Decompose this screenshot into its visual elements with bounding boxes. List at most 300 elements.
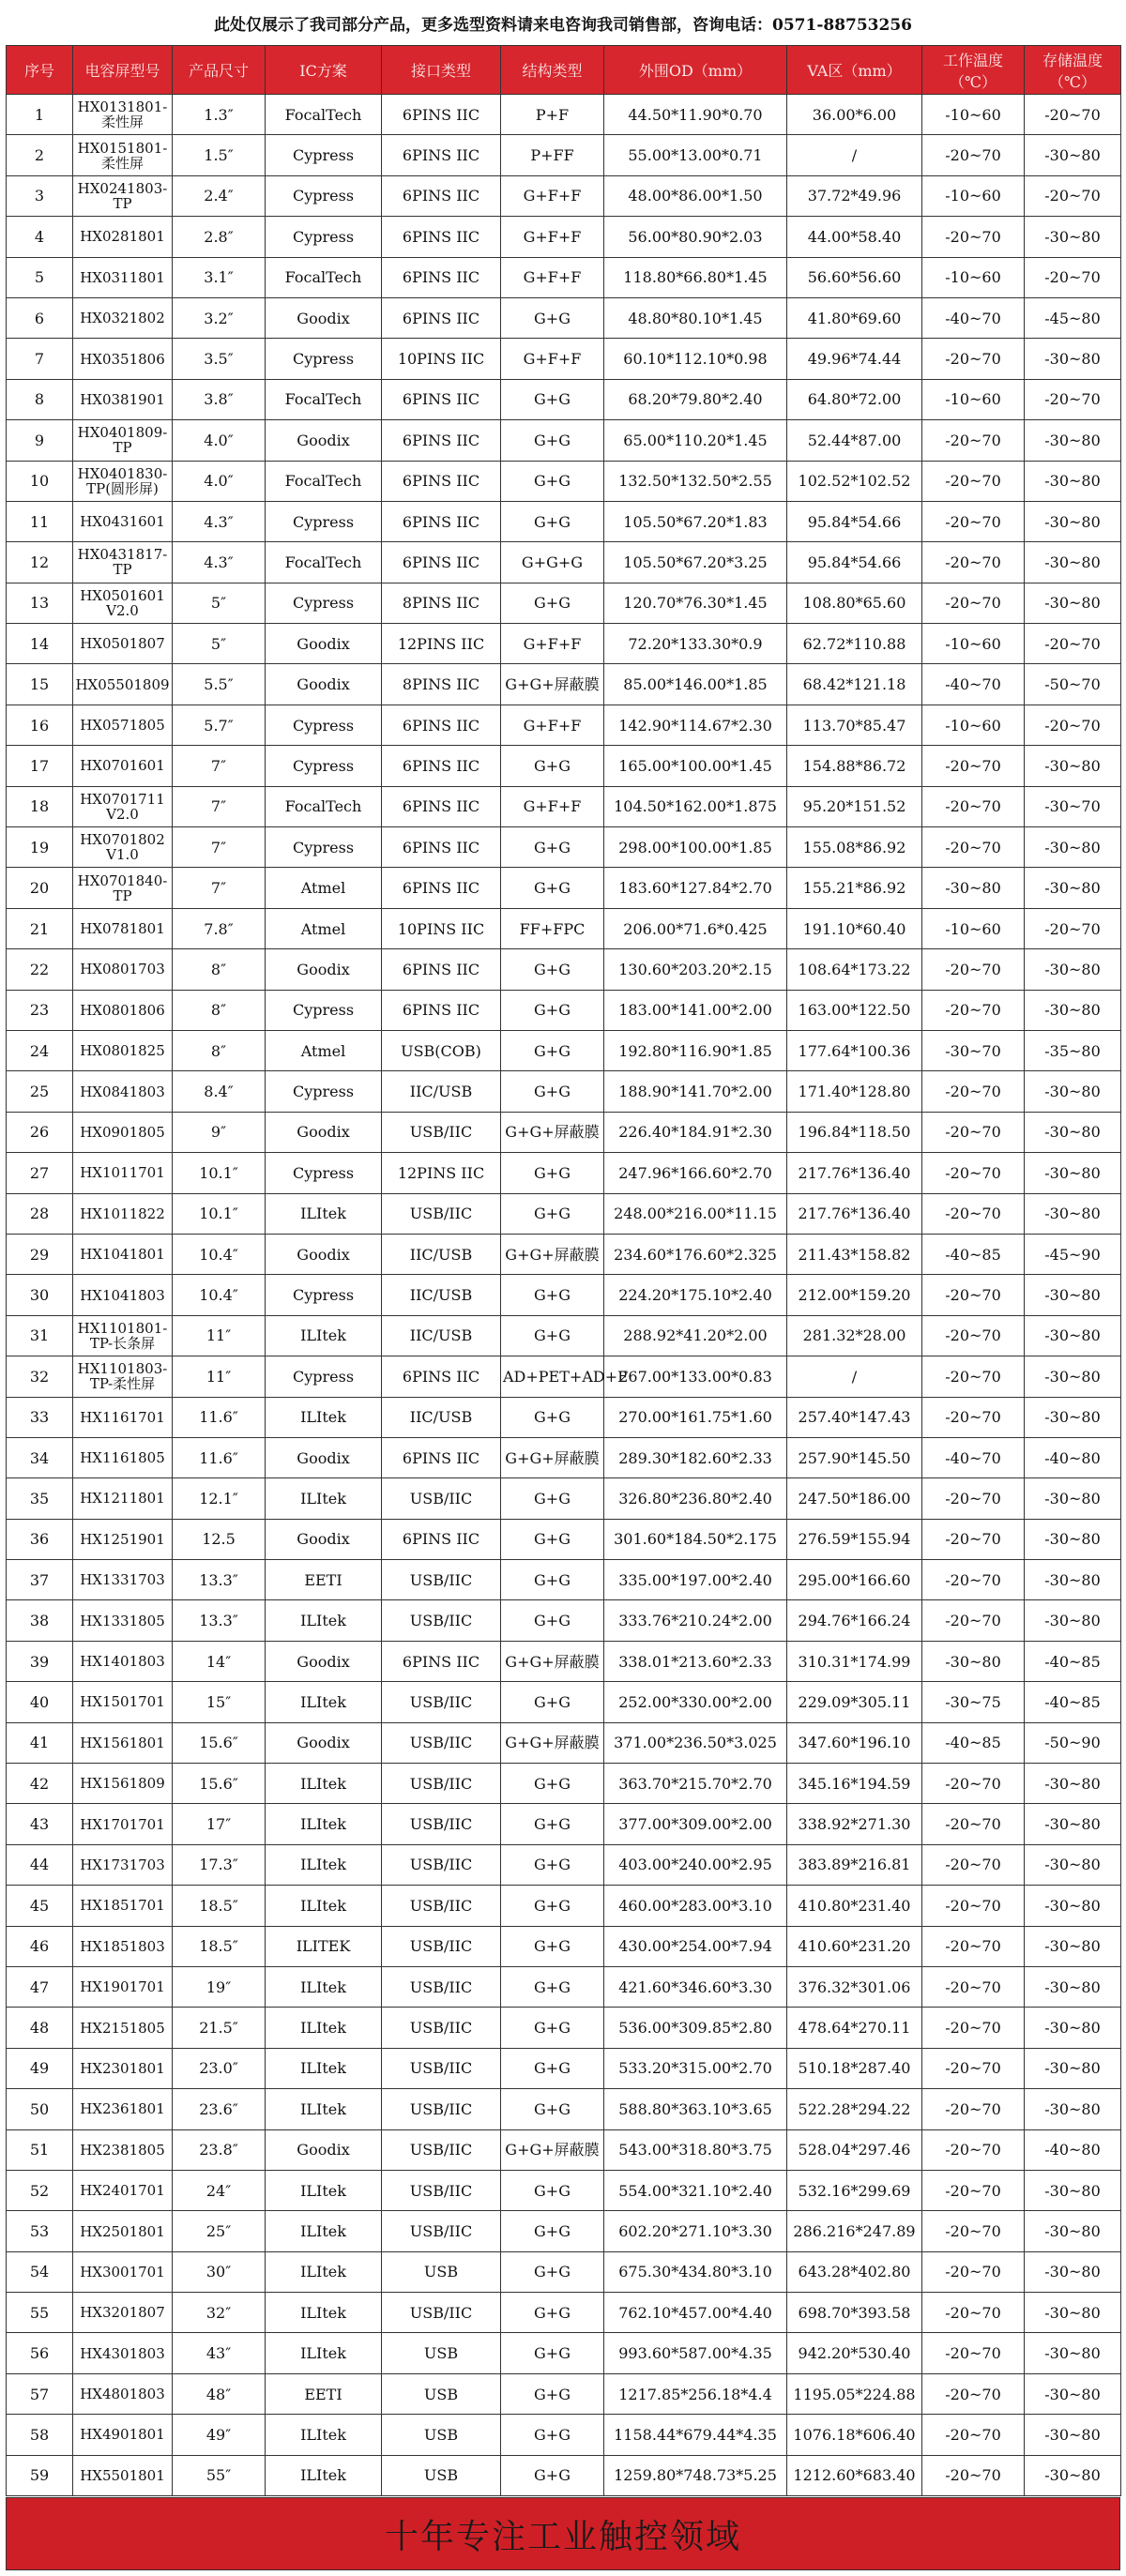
cell-index: 47 bbox=[7, 1966, 73, 2007]
cell-operating-temp: -20~70 bbox=[922, 1886, 1025, 1926]
cell-active-area: 410.80*231.40 bbox=[787, 1886, 922, 1926]
table-row bbox=[7, 1315, 1121, 1356]
cell-storage-temp: -30~80 bbox=[1025, 2293, 1121, 2333]
cell-index: 27 bbox=[7, 1153, 73, 1193]
cell-ic: ILItek bbox=[266, 1315, 382, 1356]
cell-structure: G+G bbox=[501, 827, 604, 868]
cell-model: HX4301803 bbox=[73, 2333, 173, 2373]
cell-size: 32″ bbox=[173, 2293, 266, 2333]
table-row bbox=[7, 1478, 1121, 1519]
table-row bbox=[7, 786, 1121, 826]
cell-interface: 6PINS IIC bbox=[382, 868, 501, 908]
cell-index: 36 bbox=[7, 1519, 73, 1559]
cell-model: HX2151805 bbox=[73, 2008, 173, 2048]
cell-index: 15 bbox=[7, 664, 73, 705]
cell-interface: 12PINS IIC bbox=[382, 1153, 501, 1193]
cell-ic: FocalTech bbox=[266, 95, 382, 135]
cell-outline-dimension: 247.96*166.60*2.70 bbox=[604, 1153, 787, 1193]
cell-structure: G+G+屏蔽膜 bbox=[501, 1437, 604, 1477]
cell-ic: Cypress bbox=[266, 1153, 382, 1193]
cell-size: 23.0″ bbox=[173, 2048, 266, 2088]
cell-structure: P+F bbox=[501, 95, 604, 135]
cell-structure: G+F+F bbox=[501, 217, 604, 257]
cell-outline-dimension: 183.00*141.00*2.00 bbox=[604, 990, 787, 1030]
header-index: 序号 bbox=[7, 46, 73, 95]
cell-storage-temp: -30~80 bbox=[1025, 1356, 1121, 1397]
table-header-row bbox=[7, 46, 1121, 95]
cell-interface: USB/IIC bbox=[382, 2048, 501, 2088]
cell-structure: G+G bbox=[501, 420, 604, 461]
cell-model: HX1901701 bbox=[73, 1966, 173, 2007]
cell-size: 4.3″ bbox=[173, 501, 266, 541]
cell-model: HX3001701 bbox=[73, 2251, 173, 2292]
cell-ic: Cypress bbox=[266, 990, 382, 1030]
cell-ic: Cypress bbox=[266, 705, 382, 745]
cell-interface: 10PINS IIC bbox=[382, 339, 501, 379]
cell-interface: 6PINS IIC bbox=[382, 175, 501, 216]
cell-size: 15.6″ bbox=[173, 1722, 266, 1763]
cell-size: 11″ bbox=[173, 1315, 266, 1356]
cell-active-area: 257.40*147.43 bbox=[787, 1397, 922, 1437]
cell-storage-temp: -30~80 bbox=[1025, 2455, 1121, 2495]
cell-index: 29 bbox=[7, 1234, 73, 1274]
table-row bbox=[7, 1764, 1121, 1804]
cell-ic: FocalTech bbox=[266, 461, 382, 501]
table-row bbox=[7, 257, 1121, 297]
cell-size: 11.6″ bbox=[173, 1397, 266, 1437]
cell-interface: USB/IIC bbox=[382, 1926, 501, 1966]
cell-storage-temp: -40~80 bbox=[1025, 2129, 1121, 2170]
cell-size: 13.3″ bbox=[173, 1600, 266, 1641]
cell-model: HX4901801 bbox=[73, 2415, 173, 2455]
cell-model: HX4801803 bbox=[73, 2373, 173, 2414]
cell-operating-temp: -30~80 bbox=[922, 1641, 1025, 1681]
footer-slogan: 十年专注工业触控领域 bbox=[6, 2497, 1120, 2570]
cell-model: HX2381805 bbox=[73, 2129, 173, 2170]
cell-active-area: 478.64*270.11 bbox=[787, 2008, 922, 2048]
cell-size: 8″ bbox=[173, 949, 266, 990]
cell-active-area: 64.80*72.00 bbox=[787, 379, 922, 419]
cell-structure: G+G bbox=[501, 461, 604, 501]
cell-operating-temp: -20~70 bbox=[922, 2048, 1025, 2088]
cell-index: 23 bbox=[7, 990, 73, 1030]
cell-size: 3.5″ bbox=[173, 339, 266, 379]
cell-ic: ILItek bbox=[266, 2008, 382, 2048]
cell-active-area: / bbox=[787, 135, 922, 175]
table-row bbox=[7, 461, 1121, 501]
cell-interface: USB bbox=[382, 2251, 501, 2292]
cell-index: 45 bbox=[7, 1886, 73, 1926]
table-row bbox=[7, 664, 1121, 705]
cell-index: 25 bbox=[7, 1071, 73, 1112]
cell-active-area: 44.00*58.40 bbox=[787, 217, 922, 257]
table-row bbox=[7, 2008, 1121, 2048]
cell-storage-temp: -30~80 bbox=[1025, 2211, 1121, 2251]
cell-model: HX05501809 bbox=[73, 664, 173, 705]
cell-index: 26 bbox=[7, 1112, 73, 1152]
cell-model: HX1161805 bbox=[73, 1437, 173, 1477]
cell-size: 5.5″ bbox=[173, 664, 266, 705]
cell-storage-temp: -30~80 bbox=[1025, 1966, 1121, 2007]
cell-interface: USB/IIC bbox=[382, 1844, 501, 1885]
cell-operating-temp: -20~70 bbox=[922, 2089, 1025, 2129]
table-row bbox=[7, 583, 1121, 623]
cell-size: 7″ bbox=[173, 786, 266, 826]
cell-structure: G+F+F bbox=[501, 705, 604, 745]
cell-size: 18.5″ bbox=[173, 1926, 266, 1966]
cell-storage-temp: -45~80 bbox=[1025, 297, 1121, 338]
cell-model: HX0401809-TP bbox=[73, 420, 173, 461]
cell-model: HX1731703 bbox=[73, 1844, 173, 1885]
cell-structure: G+F+F bbox=[501, 786, 604, 826]
cell-interface: USB/IIC bbox=[382, 1722, 501, 1763]
cell-outline-dimension: 371.00*236.50*3.025 bbox=[604, 1722, 787, 1763]
cell-model: HX1211801 bbox=[73, 1478, 173, 1519]
cell-interface: USB bbox=[382, 2373, 501, 2414]
header-size: 产品尺寸 bbox=[173, 46, 266, 95]
table-row bbox=[7, 217, 1121, 257]
cell-size: 12.1″ bbox=[173, 1478, 266, 1519]
cell-structure: G+G bbox=[501, 1071, 604, 1112]
cell-operating-temp: -20~70 bbox=[922, 2008, 1025, 2048]
cell-model: HX0501601 V2.0 bbox=[73, 583, 173, 623]
cell-structure: G+G+屏蔽膜 bbox=[501, 664, 604, 705]
cell-structure: G+G bbox=[501, 1397, 604, 1437]
cell-size: 3.1″ bbox=[173, 257, 266, 297]
cell-interface: USB/IIC bbox=[382, 1193, 501, 1234]
table-row bbox=[7, 1886, 1121, 1926]
cell-index: 21 bbox=[7, 908, 73, 948]
cell-operating-temp: -20~70 bbox=[922, 420, 1025, 461]
cell-interface: 8PINS IIC bbox=[382, 664, 501, 705]
cell-ic: ILItek bbox=[266, 2211, 382, 2251]
header-operating-temp: 工作温度（℃） bbox=[922, 46, 1025, 95]
cell-structure: G+G+屏蔽膜 bbox=[501, 1722, 604, 1763]
cell-outline-dimension: 72.20*133.30*0.9 bbox=[604, 624, 787, 664]
cell-size: 4.3″ bbox=[173, 542, 266, 583]
cell-interface: 6PINS IIC bbox=[382, 135, 501, 175]
cell-operating-temp: -20~70 bbox=[922, 2129, 1025, 2170]
cell-structure: G+F+F bbox=[501, 339, 604, 379]
cell-interface: USB/IIC bbox=[382, 1804, 501, 1844]
cell-storage-temp: -20~70 bbox=[1025, 624, 1121, 664]
cell-storage-temp: -30~80 bbox=[1025, 542, 1121, 583]
cell-storage-temp: -30~80 bbox=[1025, 868, 1121, 908]
cell-structure: G+G bbox=[501, 1275, 604, 1315]
cell-outline-dimension: 120.70*76.30*1.45 bbox=[604, 583, 787, 623]
cell-model: HX2361801 bbox=[73, 2089, 173, 2129]
cell-active-area: 68.42*121.18 bbox=[787, 664, 922, 705]
cell-ic: ILItek bbox=[266, 2333, 382, 2373]
cell-size: 2.4″ bbox=[173, 175, 266, 216]
cell-ic: Goodix bbox=[266, 664, 382, 705]
cell-structure: G+G+屏蔽膜 bbox=[501, 2129, 604, 2170]
cell-active-area: 217.76*136.40 bbox=[787, 1153, 922, 1193]
cell-index: 59 bbox=[7, 2455, 73, 2495]
cell-storage-temp: -40~85 bbox=[1025, 1641, 1121, 1681]
cell-model: HX0151801-柔性屏 bbox=[73, 135, 173, 175]
cell-active-area: 294.76*166.24 bbox=[787, 1600, 922, 1641]
cell-ic: Goodix bbox=[266, 1112, 382, 1152]
cell-size: 1.3″ bbox=[173, 95, 266, 135]
cell-active-area: 410.60*231.20 bbox=[787, 1926, 922, 1966]
table-row bbox=[7, 1682, 1121, 1722]
cell-ic: Goodix bbox=[266, 1234, 382, 1274]
cell-interface: IIC/USB bbox=[382, 1071, 501, 1112]
cell-ic: Cypress bbox=[266, 501, 382, 541]
cell-outline-dimension: 602.20*271.10*3.30 bbox=[604, 2211, 787, 2251]
cell-active-area: 942.20*530.40 bbox=[787, 2333, 922, 2373]
cell-operating-temp: -20~70 bbox=[922, 501, 1025, 541]
cell-index: 53 bbox=[7, 2211, 73, 2251]
cell-storage-temp: -40~80 bbox=[1025, 1437, 1121, 1477]
table-row bbox=[7, 135, 1121, 175]
cell-ic: ILItek bbox=[266, 1764, 382, 1804]
cell-index: 17 bbox=[7, 746, 73, 786]
cell-operating-temp: -20~70 bbox=[922, 746, 1025, 786]
cell-operating-temp: -40~70 bbox=[922, 297, 1025, 338]
cell-size: 1.5″ bbox=[173, 135, 266, 175]
cell-model: HX1501701 bbox=[73, 1682, 173, 1722]
cell-storage-temp: -30~80 bbox=[1025, 1844, 1121, 1885]
cell-operating-temp: -20~70 bbox=[922, 1966, 1025, 2007]
cell-model: HX1561801 bbox=[73, 1722, 173, 1763]
header-storage-temp: 存储温度（℃） bbox=[1025, 46, 1121, 95]
cell-storage-temp: -30~80 bbox=[1025, 1112, 1121, 1152]
cell-outline-dimension: 142.90*114.67*2.30 bbox=[604, 705, 787, 745]
cell-active-area: 191.10*60.40 bbox=[787, 908, 922, 948]
cell-active-area: 698.70*393.58 bbox=[787, 2293, 922, 2333]
cell-outline-dimension: 224.20*175.10*2.40 bbox=[604, 1275, 787, 1315]
cell-size: 4.0″ bbox=[173, 420, 266, 461]
cell-storage-temp: -30~80 bbox=[1025, 1071, 1121, 1112]
cell-storage-temp: -30~80 bbox=[1025, 2333, 1121, 2373]
cell-storage-temp: -30~80 bbox=[1025, 746, 1121, 786]
cell-active-area: 247.50*186.00 bbox=[787, 1478, 922, 1519]
cell-active-area: 211.43*158.82 bbox=[787, 1234, 922, 1274]
cell-ic: ILItek bbox=[266, 1397, 382, 1437]
cell-size: 43″ bbox=[173, 2333, 266, 2373]
cell-model: HX0841803 bbox=[73, 1071, 173, 1112]
cell-interface: 12PINS IIC bbox=[382, 624, 501, 664]
cell-outline-dimension: 288.92*41.20*2.00 bbox=[604, 1315, 787, 1356]
cell-interface: 6PINS IIC bbox=[382, 379, 501, 419]
cell-ic: Goodix bbox=[266, 949, 382, 990]
cell-size: 14″ bbox=[173, 1641, 266, 1681]
cell-outline-dimension: 554.00*321.10*2.40 bbox=[604, 2170, 787, 2210]
cell-interface: USB bbox=[382, 2415, 501, 2455]
table-row bbox=[7, 868, 1121, 908]
cell-index: 42 bbox=[7, 1764, 73, 1804]
cell-operating-temp: -20~70 bbox=[922, 990, 1025, 1030]
cell-storage-temp: -30~70 bbox=[1025, 786, 1121, 826]
cell-interface: 6PINS IIC bbox=[382, 257, 501, 297]
cell-ic: Cypress bbox=[266, 339, 382, 379]
cell-index: 57 bbox=[7, 2373, 73, 2414]
cell-ic: Goodix bbox=[266, 624, 382, 664]
cell-storage-temp: -30~80 bbox=[1025, 2373, 1121, 2414]
cell-outline-dimension: 206.00*71.6*0.425 bbox=[604, 908, 787, 948]
cell-structure: G+G+屏蔽膜 bbox=[501, 1112, 604, 1152]
cell-index: 49 bbox=[7, 2048, 73, 2088]
table-row bbox=[7, 2251, 1121, 2292]
cell-outline-dimension: 298.00*100.00*1.85 bbox=[604, 827, 787, 868]
cell-index: 35 bbox=[7, 1478, 73, 1519]
cell-index: 50 bbox=[7, 2089, 73, 2129]
table-row bbox=[7, 1112, 1121, 1152]
cell-interface: USB/IIC bbox=[382, 2211, 501, 2251]
cell-operating-temp: -30~80 bbox=[922, 868, 1025, 908]
cell-size: 55″ bbox=[173, 2455, 266, 2495]
cell-interface: 6PINS IIC bbox=[382, 297, 501, 338]
cell-operating-temp: -20~70 bbox=[922, 827, 1025, 868]
cell-storage-temp: -40~85 bbox=[1025, 1682, 1121, 1722]
cell-size: 10.1″ bbox=[173, 1153, 266, 1193]
cell-outline-dimension: 188.90*141.70*2.00 bbox=[604, 1071, 787, 1112]
cell-active-area: 286.216*247.89 bbox=[787, 2211, 922, 2251]
cell-outline-dimension: 165.00*100.00*1.45 bbox=[604, 746, 787, 786]
cell-storage-temp: -30~80 bbox=[1025, 135, 1121, 175]
cell-ic: Cypress bbox=[266, 746, 382, 786]
cell-ic: Goodix bbox=[266, 2129, 382, 2170]
cell-operating-temp: -10~60 bbox=[922, 624, 1025, 664]
cell-structure: G+F+F bbox=[501, 624, 604, 664]
cell-index: 33 bbox=[7, 1397, 73, 1437]
cell-active-area: 163.00*122.50 bbox=[787, 990, 922, 1030]
cell-outline-dimension: 289.30*182.60*2.33 bbox=[604, 1437, 787, 1477]
cell-outline-dimension: 430.00*254.00*7.94 bbox=[604, 1926, 787, 1966]
cell-storage-temp: -30~80 bbox=[1025, 1315, 1121, 1356]
cell-structure: G+G bbox=[501, 1844, 604, 1885]
cell-size: 48″ bbox=[173, 2373, 266, 2414]
cell-size: 18.5″ bbox=[173, 1886, 266, 1926]
cell-interface: IIC/USB bbox=[382, 1234, 501, 1274]
table-row bbox=[7, 1153, 1121, 1193]
cell-active-area: 510.18*287.40 bbox=[787, 2048, 922, 2088]
cell-operating-temp: -20~70 bbox=[922, 2251, 1025, 2292]
cell-outline-dimension: 132.50*132.50*2.55 bbox=[604, 461, 787, 501]
cell-active-area: 1195.05*224.88 bbox=[787, 2373, 922, 2414]
cell-index: 51 bbox=[7, 2129, 73, 2170]
cell-storage-temp: -20~70 bbox=[1025, 705, 1121, 745]
table-row bbox=[7, 175, 1121, 216]
cell-active-area: 95.84*54.66 bbox=[787, 501, 922, 541]
cell-active-area: 345.16*194.59 bbox=[787, 1764, 922, 1804]
cell-model: HX0701840-TP bbox=[73, 868, 173, 908]
cell-size: 23.6″ bbox=[173, 2089, 266, 2129]
table-row bbox=[7, 1397, 1121, 1437]
cell-storage-temp: -30~80 bbox=[1025, 501, 1121, 541]
cell-index: 5 bbox=[7, 257, 73, 297]
cell-size: 21.5″ bbox=[173, 2008, 266, 2048]
cell-structure: G+G bbox=[501, 1886, 604, 1926]
cell-outline-dimension: 60.10*112.10*0.98 bbox=[604, 339, 787, 379]
cell-storage-temp: -30~80 bbox=[1025, 339, 1121, 379]
cell-structure: G+G bbox=[501, 2373, 604, 2414]
cell-active-area: 102.52*102.52 bbox=[787, 461, 922, 501]
cell-size: 13.3″ bbox=[173, 1560, 266, 1600]
cell-index: 46 bbox=[7, 1926, 73, 1966]
cell-storage-temp: -30~80 bbox=[1025, 1926, 1121, 1966]
cell-size: 3.2″ bbox=[173, 297, 266, 338]
table-row bbox=[7, 624, 1121, 664]
table-row bbox=[7, 746, 1121, 786]
cell-ic: ILItek bbox=[266, 1804, 382, 1844]
cell-operating-temp: -20~70 bbox=[922, 1926, 1025, 1966]
cell-ic: Goodix bbox=[266, 1641, 382, 1681]
cell-ic: ILItek bbox=[266, 1682, 382, 1722]
cell-outline-dimension: 252.00*330.00*2.00 bbox=[604, 1682, 787, 1722]
cell-structure: G+G bbox=[501, 949, 604, 990]
cell-model: HX1101801-TP-长条屏 bbox=[73, 1315, 173, 1356]
cell-structure: G+G bbox=[501, 2333, 604, 2373]
cell-index: 16 bbox=[7, 705, 73, 745]
cell-interface: 6PINS IIC bbox=[382, 949, 501, 990]
table-row bbox=[7, 2211, 1121, 2251]
cell-active-area: / bbox=[787, 1356, 922, 1397]
cell-index: 48 bbox=[7, 2008, 73, 2048]
cell-operating-temp: -20~70 bbox=[922, 2415, 1025, 2455]
cell-storage-temp: -30~80 bbox=[1025, 2251, 1121, 2292]
cell-index: 19 bbox=[7, 827, 73, 868]
cell-structure: G+G bbox=[501, 2170, 604, 2210]
cell-outline-dimension: 1158.44*679.44*4.35 bbox=[604, 2415, 787, 2455]
cell-size: 10.4″ bbox=[173, 1234, 266, 1274]
cell-structure: G+G bbox=[501, 1560, 604, 1600]
cell-structure: G+G bbox=[501, 1966, 604, 2007]
cell-operating-temp: -20~70 bbox=[922, 2373, 1025, 2414]
cell-index: 24 bbox=[7, 1030, 73, 1070]
header-ic: IC方案 bbox=[266, 46, 382, 95]
cell-storage-temp: -45~90 bbox=[1025, 1234, 1121, 1274]
table-row bbox=[7, 501, 1121, 541]
cell-interface: USB/IIC bbox=[382, 2089, 501, 2129]
cell-ic: EETI bbox=[266, 1560, 382, 1600]
cell-structure: G+G bbox=[501, 1315, 604, 1356]
table-row bbox=[7, 379, 1121, 419]
cell-storage-temp: -30~80 bbox=[1025, 217, 1121, 257]
cell-index: 40 bbox=[7, 1682, 73, 1722]
cell-operating-temp: -20~70 bbox=[922, 1519, 1025, 1559]
cell-outline-dimension: 56.00*80.90*2.03 bbox=[604, 217, 787, 257]
cell-interface: USB/IIC bbox=[382, 2129, 501, 2170]
cell-index: 8 bbox=[7, 379, 73, 419]
cell-operating-temp: -20~70 bbox=[922, 1844, 1025, 1885]
cell-interface: 6PINS IIC bbox=[382, 461, 501, 501]
cell-active-area: 295.00*166.60 bbox=[787, 1560, 922, 1600]
cell-size: 11″ bbox=[173, 1356, 266, 1397]
cell-size: 12.5 bbox=[173, 1519, 266, 1559]
table-row bbox=[7, 2373, 1121, 2414]
cell-structure: G+G bbox=[501, 2415, 604, 2455]
cell-structure: G+G+G bbox=[501, 542, 604, 583]
cell-active-area: 196.84*118.50 bbox=[787, 1112, 922, 1152]
table-row bbox=[7, 297, 1121, 338]
cell-size: 10.4″ bbox=[173, 1275, 266, 1315]
table-row bbox=[7, 1275, 1121, 1315]
cell-active-area: 522.28*294.22 bbox=[787, 2089, 922, 2129]
cell-structure: G+G bbox=[501, 868, 604, 908]
cell-model: HX0901805 bbox=[73, 1112, 173, 1152]
cell-outline-dimension: 234.60*176.60*2.325 bbox=[604, 1234, 787, 1274]
cell-outline-dimension: 183.60*127.84*2.70 bbox=[604, 868, 787, 908]
cell-size: 5.7″ bbox=[173, 705, 266, 745]
cell-model: HX1851701 bbox=[73, 1886, 173, 1926]
cell-index: 58 bbox=[7, 2415, 73, 2455]
cell-structure: AD+PET+AD+F bbox=[501, 1356, 604, 1397]
table-row bbox=[7, 2333, 1121, 2373]
cell-size: 30″ bbox=[173, 2251, 266, 2292]
